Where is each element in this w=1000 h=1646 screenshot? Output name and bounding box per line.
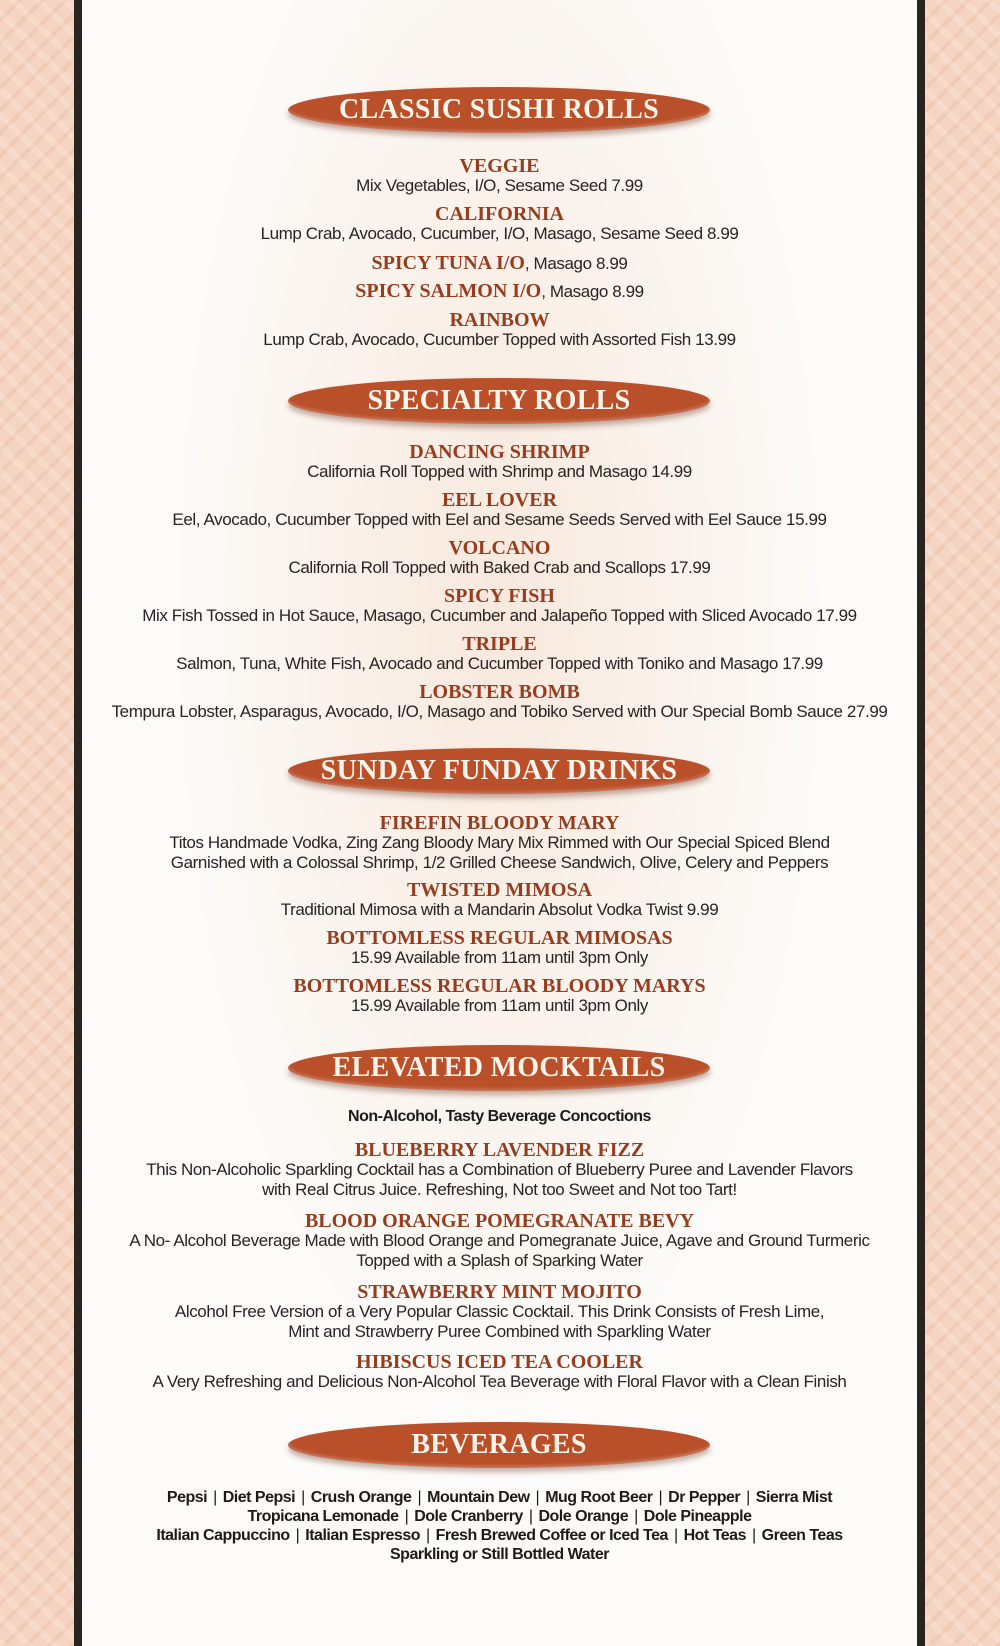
beverage-item: Green Teas [761,1527,843,1544]
beverage-item: Hot Teas [683,1527,746,1544]
item-name: BLOOD ORANGE POMEGRANATE BEVY [304,1210,695,1232]
menu-item-blood-orange-pomegranate-bevy [82,1211,917,1271]
menu-item-california [82,204,917,244]
item-description-line-2: Topped with a Splash of Sparking Water [356,1251,643,1270]
menu-item-strawberry-mint-mojito [82,1282,917,1342]
beverage-item: Pepsi [166,1489,208,1506]
separator: | [746,1489,750,1506]
item-name: SPICY TUNA I/O [371,252,525,274]
menu-item-spicy-fish [82,586,917,626]
item-description: Eel, Avocado, Cucumber Topped with Eel and Sesame Seeds Served with Eel Sauce 15.99 [172,510,827,529]
item-name: STRAWBERRY MINT MOJITO [357,1281,642,1303]
beverages-list [82,1488,917,1564]
menu-item-dancing-shrimp [82,442,917,482]
item-description-line-2: Mint and Strawberry Puree Combined with Sparkling Water [288,1322,711,1341]
beverage-item: Mountain Dew [427,1489,530,1506]
menu-item-hibiscus-iced-tea-cooler [82,1352,917,1392]
separator: | [417,1489,422,1506]
item-name: HIBISCUS ICED TEA COOLER [356,1351,643,1373]
beverage-item: Italian Cappuccino [156,1527,290,1544]
item-description: Titos Handmade Vodka, Zing Zang Bloody Mary Mix Rimmed with Our Special Spiced Blend [169,833,830,852]
separator: | [301,1489,305,1506]
item-name: BOTTOMLESS REGULAR BLOODY MARYS [293,975,706,997]
item-name: BLUEBERRY LAVENDER FIZZ [354,1139,645,1161]
item-description: , Masago 8.99 [524,254,628,273]
beverage-item: Italian Espresso [305,1527,420,1544]
item-name: EEL LOVER [441,489,558,511]
section-banner-sunday-funday-drinks [288,748,710,794]
menu-item-bottomless-mimosas [82,928,917,968]
item-description-line-2: Garnished with a Colossal Shrimp, 1/2 Grilled Cheese Sandwich, Olive, Celery and Peppers [170,853,829,872]
item-description: , Masago 8.99 [541,282,644,301]
section-subtitle [82,1108,917,1126]
beverages-line-2 [82,1507,917,1526]
item-name: DANCING SHRIMP [409,441,590,463]
menu-item-blueberry-lavender-fizz [82,1140,917,1200]
item-description: Mix Fish Tossed in Hot Sauce, Masago, Cucumber and Jalapeño Topped with Sliced Avocado 17.99 [142,606,857,625]
section-banner-beverages [288,1422,710,1468]
section-title: SPECIALTY ROLLS [367,385,631,416]
beverage-item: Dole Cranberry [414,1508,523,1525]
menu-item-bottomless-bloody-marys [82,976,917,1016]
item-name: VEGGIE [459,155,540,177]
menu-item-firefin-bloody-mary [82,813,917,873]
separator: | [426,1527,430,1544]
menu-item-spicy-tuna [82,252,917,275]
item-name: BOTTOMLESS REGULAR MIMOSAS [326,927,673,949]
beverage-item: Mug Root Beer [545,1489,653,1506]
item-description: Lump Crab, Avocado, Cucumber, I/O, Masago, Sesame Seed 8.99 [260,224,739,243]
item-description: Alcohol Free Version of a Very Popular Classic Cocktail. This Drink Consists of Fresh Lime, [174,1302,825,1321]
beverage-item: Dole Pineapple [643,1508,752,1525]
menu-item-twisted-mimosa [82,880,917,920]
separator: | [295,1527,300,1544]
item-description: California Roll Topped with Shrimp and Masago 14.99 [307,462,692,481]
section-banner-specialty-rolls [288,378,710,424]
section-title: BEVERAGES [411,1429,587,1460]
separator: | [528,1508,533,1525]
item-description: Lump Crab, Avocado, Cucumber Topped with Assorted Fish 13.99 [263,330,736,349]
beverage-item: Sierra Mist [755,1489,833,1506]
beverage-item: Diet Pepsi [222,1489,296,1506]
section-title: SUNDAY FUNDAY DRINKS [320,755,678,786]
item-description: 15.99 Available from 11am until 3pm Only [350,948,649,967]
item-description: Salmon, Tuna, White Fish, Avocado and Cucumber Topped with Toniko and Masago 17.99 [176,654,823,673]
beverages-line-3 [82,1526,917,1545]
section-title: ELEVATED MOCKTAILS [332,1052,666,1083]
item-name: CALIFORNIA [435,203,564,225]
item-name: SPICY SALMON I/O [355,280,542,302]
beverage-item: Dr Pepper [668,1489,741,1506]
item-name: VOLCANO [448,537,551,559]
item-description: Traditional Mimosa with a Mandarin Absolut Vodka Twist 9.99 [280,900,719,919]
separator: | [213,1489,217,1506]
menu-item-rainbow [82,310,917,350]
item-description-line-2: with Real Citrus Juice. Refreshing, Not too Sweet and Not too Tart! [262,1180,737,1199]
section-banner-elevated-mocktails [288,1045,710,1091]
beverage-item: Dole Orange [538,1508,629,1525]
menu-item-eel-lover [82,490,917,530]
separator: | [535,1489,540,1506]
item-description: A No- Alcohol Beverage Made with Blood Orange and Pomegranate Juice, Agave and Ground Turmeric [129,1231,870,1250]
item-name: TWISTED MIMOSA [406,879,593,901]
item-description: This Non-Alcoholic Sparkling Cocktail has a Combination of Blueberry Puree and Lavender Flavors [146,1160,853,1179]
item-description: Tempura Lobster, Asparagus, Avocado, I/O, Masago and Tobiko Served with Our Special Bomb Sauce 27.99 [111,702,888,721]
beverages-line-4 [82,1545,917,1564]
mocktails-subtitle: Non-Alcohol, Tasty Beverage Concoctions [348,1108,651,1125]
separator: | [634,1508,638,1525]
item-description: A Very Refreshing and Delicious Non-Alcohol Tea Beverage with Floral Flavor with a Clean Finish [152,1372,847,1391]
item-name: FIREFIN BLOODY MARY [379,812,620,834]
item-name: RAINBOW [449,309,550,331]
item-name: SPICY FISH [444,585,555,607]
separator: | [751,1527,756,1544]
item-name: TRIPLE [462,633,537,655]
section-title: CLASSIC SUSHI ROLLS [338,94,660,125]
menu-item-spicy-salmon [82,280,917,303]
item-description: Mix Vegetables, I/O, Sesame Seed 7.99 [356,176,643,195]
menu-item-volcano [82,538,917,578]
beverages-line-1 [82,1488,917,1507]
beverage-item: Crush Orange [310,1489,412,1506]
item-name: LOBSTER BOMB [419,681,580,703]
menu-item-lobster-bomb [82,682,917,722]
item-description: California Roll Topped with Baked Crab and Scallops 17.99 [288,558,711,577]
section-banner-classic-sushi-rolls [288,87,710,133]
beverage-item: Fresh Brewed Coffee or Iced Tea [435,1527,668,1544]
menu-item-triple [82,634,917,674]
separator: | [404,1508,409,1525]
beverage-item: Tropicana Lemonade [247,1508,399,1525]
separator: | [673,1527,678,1544]
menu-item-veggie [82,156,917,196]
beverage-item: Sparkling or Still Bottled Water [390,1546,609,1563]
item-description: 15.99 Available from 11am until 3pm Only [350,996,649,1015]
separator: | [658,1489,663,1506]
